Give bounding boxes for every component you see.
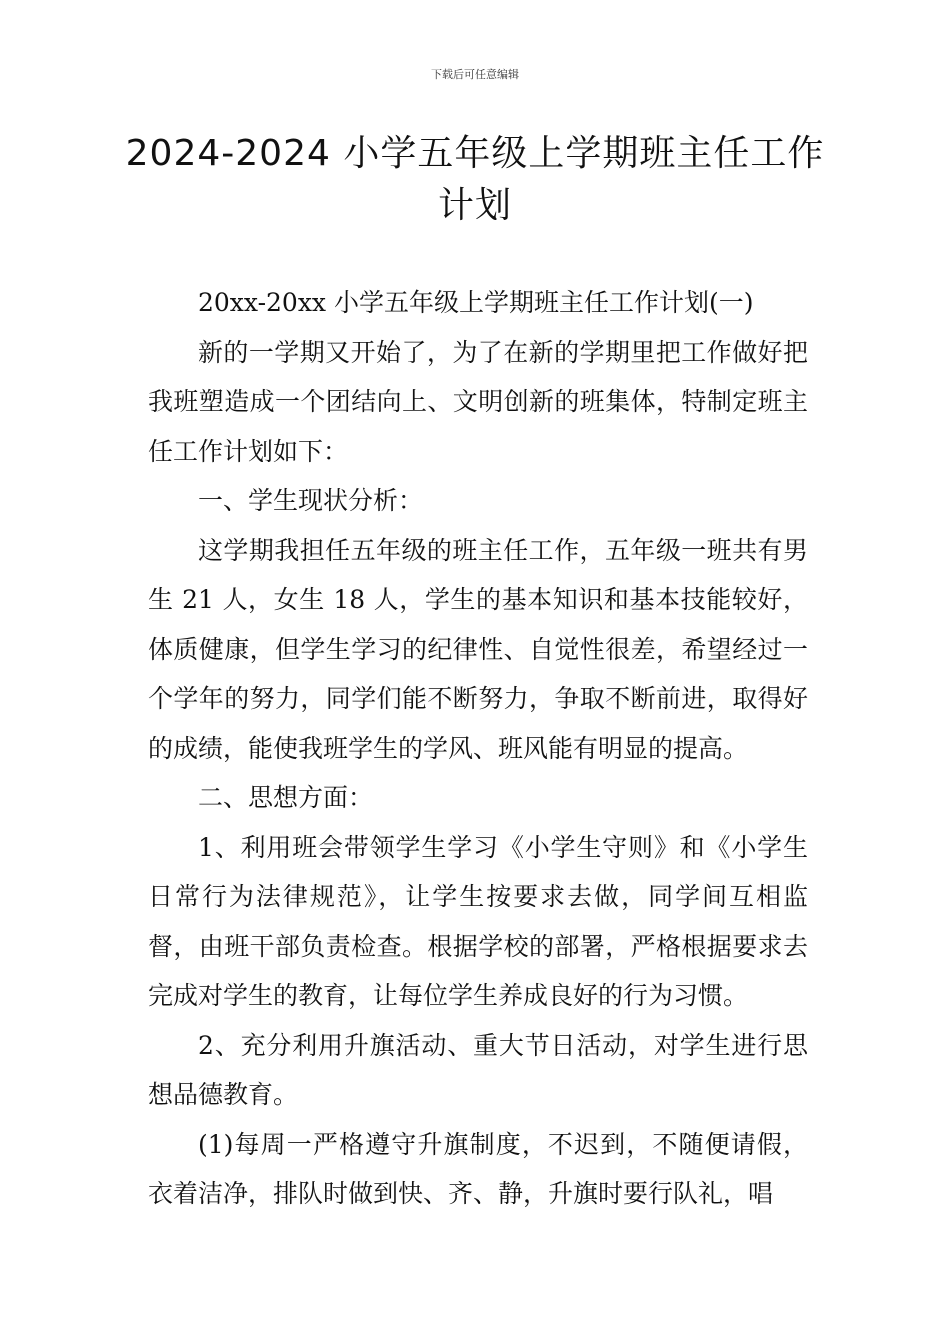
paragraph: 这学期我担任五年级的班主任工作，五年级一班共有男生 21 人，女生 18 人，学生的基本知识和基本技能较好，体质健康，但学生学习的纪律性、自觉性很差，希望经过一个学年的努力，同学们能不断努力，争取不断前进，取得好的成绩，能使我班学生的学风、班风能有明显的提高。 bbox=[148, 535, 808, 763]
paragraph: (1)每周一严格遵守升旗制度，不迟到，不随便请假，衣着洁净，排队时做到快、齐、静，升旗时要行队礼，唱 bbox=[148, 1129, 808, 1208]
paragraph: 1、利用班会带领学生学习《小学生守则》和《小学生日常行为法律规范》，让学生按要求去做，同学间互相监督，由班干部负责检查。根据学校的部署，严格根据要求去完成对学生的教育，让每位学生养成良好的行为习惯。 bbox=[148, 832, 808, 1010]
paragraph: 新的一学期又开始了，为了在新的学期里把工作做好把我班塑造成一个团结向上、文明创新的班集体，特制定班主任工作计划如下： bbox=[148, 337, 808, 466]
section-heading: 二、思想方面： bbox=[198, 783, 374, 812]
header-note: 下载后可任意编辑 bbox=[431, 68, 519, 81]
section-heading: 一、学生现状分析： bbox=[198, 486, 424, 515]
paragraph: 2、充分利用升旗活动、重大节日活动，对学生进行思想品德教育。 bbox=[148, 1030, 808, 1109]
section-heading: 20xx-20xx 小学五年级上学期班主任工作计划(一) bbox=[198, 288, 754, 317]
document-title: 2024-2024 小学五年级上学期班主任工作计划 bbox=[125, 133, 825, 226]
document-body bbox=[148, 278, 808, 1219]
